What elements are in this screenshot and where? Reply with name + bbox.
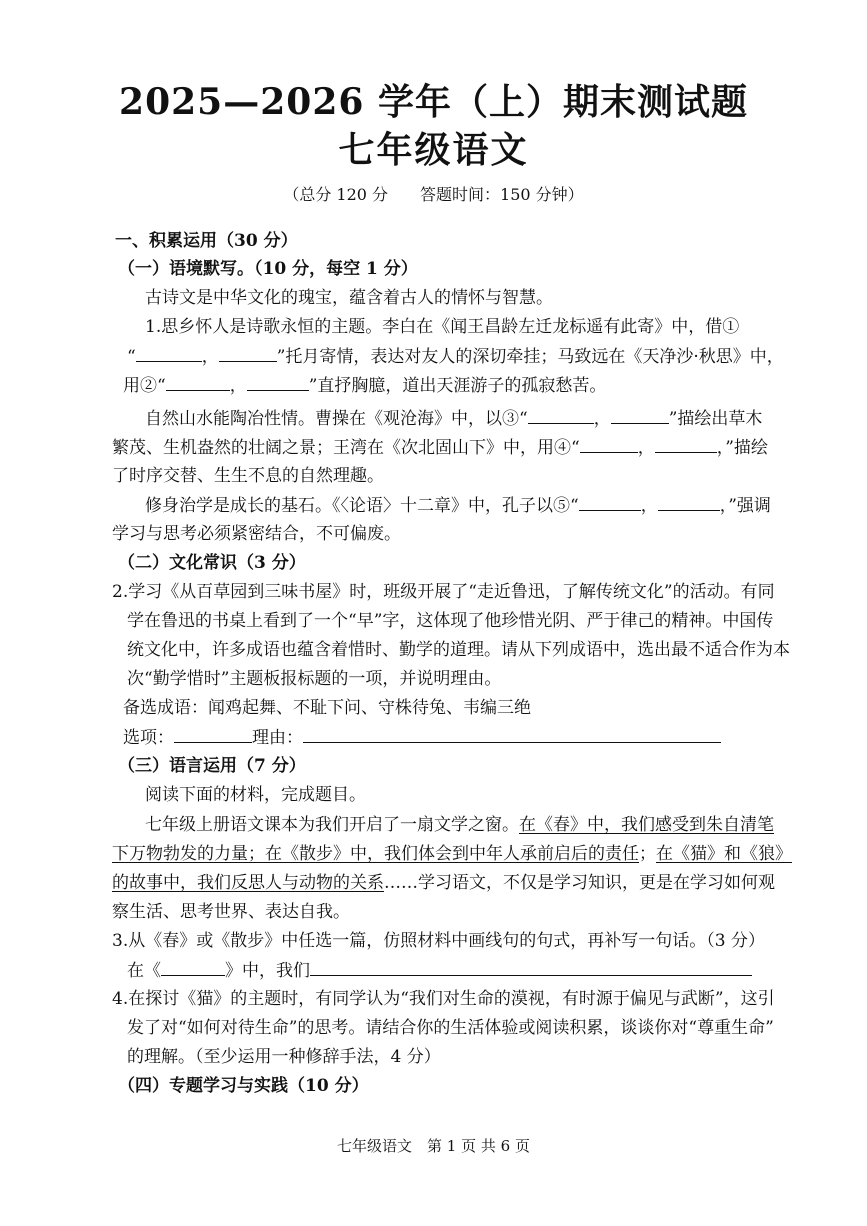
q3-title-blank[interactable] [161,959,225,976]
q1-line-a: 1.思乡怀人是诗歌永恒的主题。李白在《闻王昌龄左迁龙标遥有此寄》中，借① [145,317,740,337]
blank-5a[interactable] [579,494,641,511]
p2-line-c: 了时序交替、生生不息的自然理趣。 [112,466,384,486]
q3-text: 3.从《春》或《散步》中任选一篇，仿照材料中画线句的句式，再补写一句话。（3 分） [112,931,765,951]
material-line-1: 七年级上册语文课本为我们开启了一扇文学之窗。在《春》中，我们感受到朱自清笔 [145,815,774,835]
blank-1b[interactable] [219,345,277,362]
blank-2b[interactable] [247,374,309,391]
exam-subtitle: 七年级语文 [338,129,529,171]
material-line-2: 下万物勃发的力量；在《散步》中，我们体会到中年人承前启后的责任；在《猫》和《狼》 [112,844,792,864]
blank-3a[interactable] [528,407,594,424]
q3-answer-line: 在《 》中，我们 [127,959,752,982]
part3-heading: （三）语言运用（7 分） [118,756,306,776]
choice-blank[interactable] [174,726,252,743]
material-line-4: 察生活、思考世界、表达自我。 [112,902,350,922]
blank-5b[interactable] [658,494,720,511]
blank-3b[interactable] [611,407,669,424]
q4-line-b: 发了对“如何对待生命”的思考。请结合你的生活体验或阅读积累，谈谈你对“尊重生命” [127,1018,774,1038]
part3-intro: 阅读下面的材料，完成题目。 [145,785,366,805]
p3-line-b: 学习与思考必须紧密结合，不可偏废。 [112,524,401,544]
q2-line-d: 次“勤学惜时”主题板报标题的一项，并说明理由。 [127,669,502,689]
blank-4a[interactable] [580,436,638,453]
q4-line-a: 4.在探讨《猫》的主题时，有同学认为“我们对生命的漠视，有时源于偏见与武断”，这引 [112,989,775,1009]
p3-line-a: 修身治学是成长的基石。《〈论语〉十二章》中，孔子以⑤“ ， ，”强调 [145,496,771,516]
q1-line-b: “ ， ”托月寄情，表达对友人的深切牵挂；马致远在《天净沙·秋思》中， [127,347,784,367]
part1-heading: （一）语境默写。（10 分，每空 1 分） [118,259,418,279]
q2-options: 备选成语：闻鸡起舞、不耻下问、守株待兔、韦编三绝 [123,698,531,718]
page-footer: 七年级语文 第 1 页 共 6 页 [337,1137,530,1155]
p2-line-a: 自然山水能陶冶性情。曹操在《观沧海》中，以③“ ， ”描绘出草木 [145,409,763,429]
section1-heading: 一、积累运用（30 分） [115,231,298,251]
exam-title: 2025—2026 学年（上）期末测试题 [119,81,748,123]
reason-blank[interactable] [303,726,721,743]
blank-4b[interactable] [655,436,717,453]
q2-answer-line: 选项： 理由： [123,726,721,749]
q2-line-b: 学在鲁迅的书桌上看到了一个“早”字，这体现了他珍惜光阴、严于律己的精神。中国传 [127,611,774,631]
blank-1a[interactable] [136,345,202,362]
q4-line-c: 的理解。（至少运用一种修辞手法，4 分） [127,1047,441,1067]
part1-intro: 古诗文是中华文化的瑰宝，蕴含着古人的情怀与智慧。 [145,288,553,308]
blank-2a[interactable] [166,374,230,391]
q2-line-c: 统文化中，许多成语也蕴含着惜时、勤学的道理。请从下列成语中，选出最不适合作为本 [127,640,790,660]
p2-line-b: 繁茂、生机盎然的壮阔之景；王湾在《次北固山下》中，用④“ ， ，”描绘 [112,438,768,458]
q3-sentence-blank[interactable] [310,959,752,976]
part2-heading: （二）文化常识（3 分） [118,553,306,573]
exam-info: （总分 120 分 答题时间：150 分钟） [283,185,584,204]
material-line-3: 的故事中，我们反思人与动物的关系……学习语文，不仅是学习知识，更是在学习如何观 [112,873,775,893]
part4-heading: （四）专题学习与实践（10 分） [118,1076,369,1096]
q2-line-a: 2.学习《从百草园到三味书屋》时，班级开展了“走近鲁迅，了解传统文化”的活动。有同 [112,582,775,602]
q1-line-c: 用②“ ， ”直抒胸臆，道出天涯游子的孤寂愁苦。 [123,376,607,396]
